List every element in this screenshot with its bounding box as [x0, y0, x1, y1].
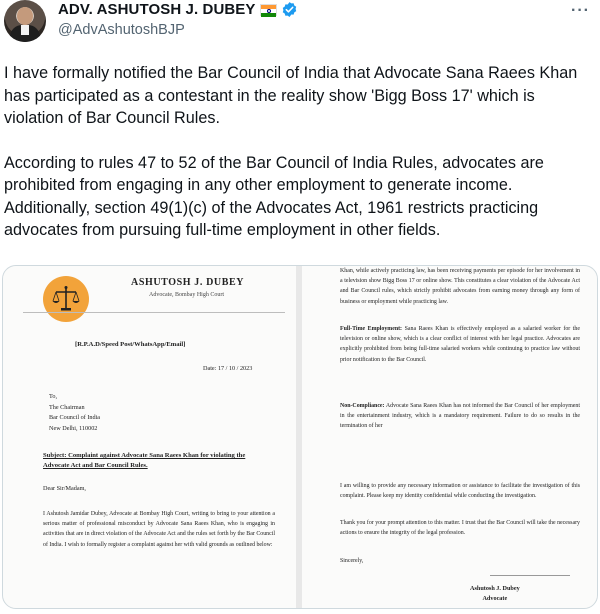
- handle[interactable]: @AdvAshutoshBJP: [58, 22, 185, 38]
- signature-line: [490, 575, 570, 576]
- letter-subject: Subject: Complaint against Advocate Sana Raees Khan for violating the Advocate Act and Bar Council Rules.: [43, 452, 246, 469]
- letterhead-subtitle: Advocate, Bombay High Court: [149, 292, 224, 298]
- tweet-header: [0, 0, 600, 52]
- salutation: Dear Sir/Madam,: [43, 485, 86, 492]
- assistance-paragraph: I am willing to provide any necessary information or assistance to facilitate the investigation of this complaint. Please keep my identity confidential while conducting the investigation.: [340, 483, 580, 500]
- tweet-paragraph: I have formally notified the Bar Council of India that Advocate Sana Raees Khan has participated as a contestant in the reality show 'Bigg Boss 17' which is violation of Bar Council Rules.: [4, 64, 578, 127]
- name-row: [58, 1, 298, 18]
- address-line: Bar Council of India: [49, 414, 101, 421]
- signature-block: [470, 584, 520, 604]
- paragraph-text: Advocate Sana Raees Khan has not informed the Bar Council of her employment in the entertainment industry, which is a mandatory requirement. Failure to do so results in the termination of her: [340, 403, 580, 430]
- delivery-mode: [R.P.A.D/Speed Post/WhatsApp/Email]: [75, 341, 186, 348]
- tweet-text: [4, 62, 598, 264]
- tweet-paragraph: According to rules 47 to 52 of the Bar Council of India Rules, advocates are prohibited from engaging in any other employment to generate income. Additionally, section 49(1)(c) of the Advocates Act, 1961 restricts practicing advocates from pursuing full-time employment in other fields.: [4, 153, 544, 239]
- closing: Sincerely,: [340, 558, 364, 564]
- letterhead-divider: [23, 312, 285, 313]
- letterhead-name: ASHUTOSH J. DUBEY: [131, 277, 245, 288]
- thanks-paragraph: Thank you for your prompt attention to this matter. I trust that the Bar Council will take the necessary actions to ensure the integrity of the legal profession.: [340, 520, 580, 537]
- full-time-employment-paragraph: [340, 324, 580, 365]
- paragraph-heading: Non-Compliance:: [340, 403, 385, 409]
- india-flag-icon: [260, 4, 277, 16]
- paragraph-text: Sana Raees Khan is effectively employed as a salaried worker for the television or online show, which is a clear conflict of interest with her legal practice. Advocates are explicitly prohibited from being full-time salaried workers while continuing to practice law without prior notification to the Bar Council.: [340, 326, 580, 363]
- more-options-icon[interactable]: ···: [571, 2, 590, 19]
- letter-page-2: [302, 266, 598, 609]
- signature-name: Ashutosh J. Dubey: [470, 585, 520, 592]
- non-compliance-paragraph: [340, 401, 580, 432]
- signature-title: Advocate: [482, 595, 508, 602]
- letter-body: I Ashutosh Jamidar Dubey, Advocate at Bombay High Court, writing to bring to your attention a serious matter of professional misconduct by Advocate Sana Raees Khan, who is engaging in activities that are in direct violation of the Advocate Act and the rules set forth by the Bar Council of India. I wish to formally register a complaint against her with valid grounds as outlined below:: [43, 511, 275, 548]
- address-line: The Chairman: [49, 403, 85, 411]
- display-name[interactable]: ADV. ASHUTOSH J. DUBEY: [58, 1, 256, 18]
- recipient-address: [49, 392, 100, 434]
- avatar[interactable]: [4, 0, 46, 42]
- paragraph-heading: Full-Time Employment:: [340, 326, 403, 332]
- letter-top-text: Khan, while actively practicing law, has been receiving payments per episode for her involvement in a television show Bigg Boss 17 or online show. This constitutes a clear violation of the Advocate Act and Bar Council rules, which strictly prohibit advocates from earning money through any form of business or employment while practicing law.: [340, 268, 580, 305]
- tweet-media-image[interactable]: [2, 265, 598, 609]
- letter-page-1: [3, 266, 296, 609]
- address-line: To,: [49, 393, 57, 400]
- scales-of-justice-icon: [43, 276, 89, 322]
- letter-date: Date: 17 / 10 / 2023: [203, 365, 253, 372]
- verified-badge-icon[interactable]: [281, 1, 298, 18]
- address-line: New Delhi, 110002: [49, 424, 98, 432]
